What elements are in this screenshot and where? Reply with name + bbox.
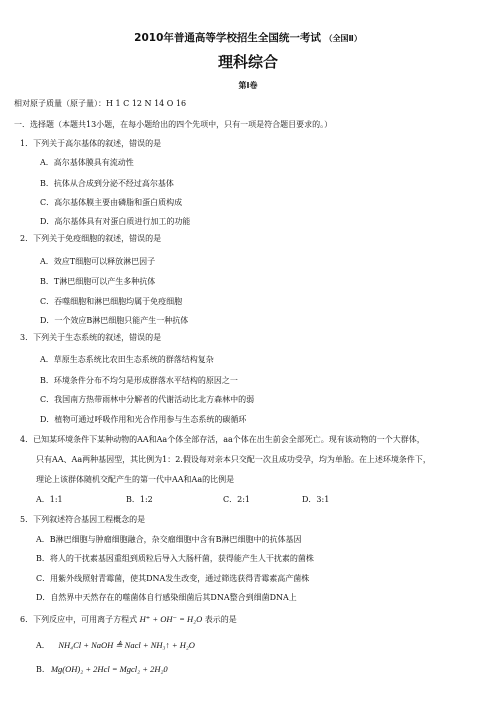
question-2-stem: 2．下列关于免疫细胞的叙述，错误的是 bbox=[20, 234, 162, 243]
question-5-option-c: C．用紫外线照射青霉菌，使其DNA发生改变，通过筛选获得青霉素高产菌株 bbox=[36, 574, 310, 583]
question-2-option-d: D．一个效应B淋巴细胞只能产生一种抗体 bbox=[40, 316, 189, 325]
question-5-stem: 5．下列叙述符合基因工程概念的是 bbox=[20, 515, 146, 524]
question-1-option-a: A．高尔基体膜具有流动性 bbox=[40, 158, 134, 167]
question-6-stem-suffix: 表示的是 bbox=[204, 615, 237, 624]
question-1-option-c: C．高尔基体膜主要由磷脂和蛋白质构成 bbox=[40, 198, 183, 207]
question-3-option-a: A．草原生态系统比农田生态系统的群落结构复杂 bbox=[40, 355, 214, 364]
question-4-stem-line-1: 4．已知某环境条件下某种动物的AA和Aa个体全部存活，aa个体在出生前会全部死亡。现有该动物的一个大群体， bbox=[20, 435, 425, 444]
exam-title bbox=[0, 30, 496, 45]
question-6-option-b-equation: Mg(OH)₂ + 2Hcl = Mgcl₂ + 2H₂0 bbox=[50, 664, 168, 674]
question-4-option-b: B．1:2 bbox=[126, 495, 153, 504]
question-3-option-c: C．我国南方热带雨林中分解者的代谢活动比北方森林中的弱 bbox=[40, 395, 255, 404]
question-1-stem: 1．下列关于高尔基体的叙述，错误的是 bbox=[20, 139, 162, 148]
question-1-option-b: B．抗体从合成到分泌不经过高尔基体 bbox=[40, 179, 174, 188]
question-3-option-d: D．植物可通过呼吸作用和光合作用参与生态系统的碳循环 bbox=[40, 415, 247, 424]
question-5-option-a: A．B淋巴细胞与肿瘤细胞融合，杂交瘤细胞中含有B淋巴细胞中的抗体基因 bbox=[36, 535, 302, 544]
question-5-option-b: B．将人的干扰素基因重组到质粒后导入大肠杆菌，获得能产生人干扰素的菌株 bbox=[36, 554, 314, 563]
section-intro: 一．选择题（本题共13小题，在每小题给出的四个先项中，只有一项是符合题目要求的。） bbox=[14, 120, 333, 129]
exam-title-text: 2010年普通高等学校招生全国统一考试 bbox=[134, 32, 321, 44]
question-6-option-b bbox=[36, 664, 168, 675]
question-3-stem: 3．下列关于生态系统的叙述，错误的是 bbox=[20, 333, 162, 342]
question-4-option-d: D．3:1 bbox=[302, 495, 330, 504]
question-4-option-a: A．1:1 bbox=[36, 495, 63, 504]
subject-title: 理科综合 bbox=[217, 53, 278, 71]
question-4-stem-line-2: 只有AA、Aa两种基因型，其比例为1：2.假设每对亲本只交配一次且成功受孕，均为单胎。在上述环境条件下， bbox=[36, 455, 431, 464]
question-3-option-b: B．环境条件分布不均匀是形成群落水平结构的原因之一 bbox=[40, 376, 238, 385]
atomic-masses: 相对原子质量（原子量）：H 1 C 12 N 14 O 16 bbox=[14, 99, 187, 108]
question-4-option-c: C．2:1 bbox=[223, 495, 250, 504]
question-6-option-a-equation: NH₄Cl + NaOH ≜ Nacl + NH₃↑ + H₂O bbox=[58, 640, 195, 650]
question-2-option-b: B．T淋巴细胞可以产生多种抗体 bbox=[40, 277, 156, 286]
question-6-stem-prefix: 6．下列反应中，可用离子方程式 bbox=[20, 615, 138, 624]
part-heading: 第Ⅰ卷 bbox=[238, 81, 258, 90]
question-6-option-a-label: A． bbox=[36, 641, 50, 650]
question-6-option-a bbox=[36, 640, 195, 651]
question-5-option-d: D．自然界中天然存在的噬菌体自行感染细菌后其DNA整合到细菌DNA上 bbox=[36, 593, 297, 602]
question-2-option-c: C．吞噬细胞和淋巴细胞均属于免疫细胞 bbox=[40, 297, 183, 306]
exam-title-note: （全国Ⅱ） bbox=[324, 34, 362, 43]
question-6-ionic-equation: H⁺ + OH⁻ = H₂O bbox=[139, 614, 203, 624]
question-4-stem-line-3: 理论上该群体随机交配产生的第一代中AA和Aa的比例是 bbox=[36, 475, 235, 484]
question-6-stem bbox=[20, 614, 237, 625]
question-2-option-a: A．效应T细胞可以释放淋巴因子 bbox=[40, 257, 156, 266]
question-6-option-b-label: B. bbox=[36, 665, 45, 674]
question-1-option-d: D．高尔基体具有对蛋白质进行加工的功能 bbox=[40, 217, 191, 226]
